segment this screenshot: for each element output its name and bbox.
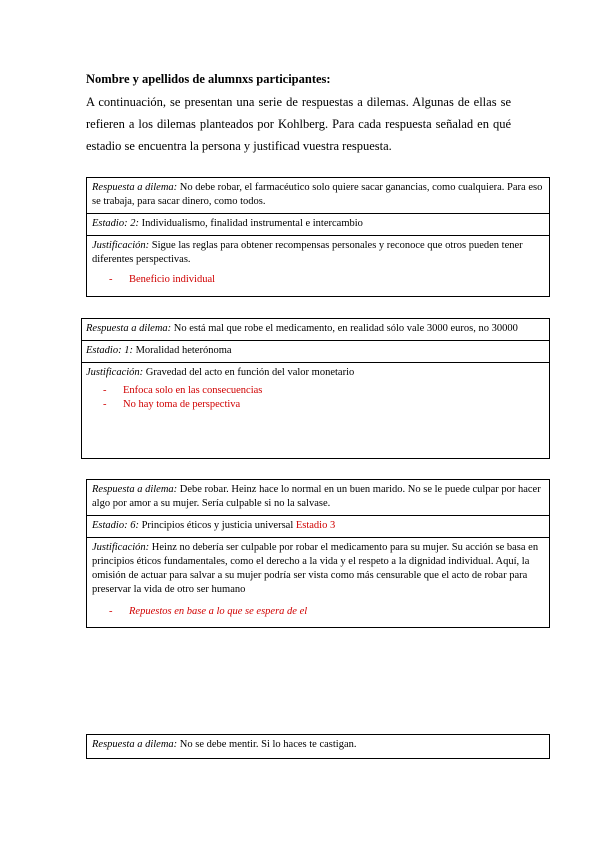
stage-text: Moralidad heterónoma bbox=[135, 345, 232, 356]
response-label: Respuesta a dilema: bbox=[92, 484, 178, 495]
justification-row bbox=[87, 236, 549, 291]
stage-label: Estadio: bbox=[92, 520, 128, 531]
stage-label: Estadio: bbox=[92, 218, 128, 229]
response-text: No se debe mentir. Si lo haces te castigan. bbox=[179, 739, 357, 750]
annotation-bullet: - Enfoca solo en las consecuencias bbox=[103, 384, 545, 398]
stage-number: 1: bbox=[124, 345, 133, 356]
dilemma-box-3 bbox=[86, 479, 550, 628]
stage-text: Principios éticos y justicia universal bbox=[141, 520, 294, 531]
justification-text: Heinz no debería ser culpable por robar el medicamento para su mujer. Su acción se basa en principios éticos fundamentales, como el derecho a la vida y el respeto a la dignidad individual. Aquí, la omisión de actuar para salvar a su mujer podría ser vista como más censurable que el acto de robar para preservar la vida de otro ser humano bbox=[92, 542, 539, 595]
stage-annotation: Estadio 3 bbox=[295, 520, 336, 531]
response-label: Respuesta a dilema: bbox=[86, 323, 172, 334]
dilemma-box-2 bbox=[81, 318, 550, 459]
stage-text: Individualismo, finalidad instrumental e intercambio bbox=[141, 218, 363, 229]
response-text: No debe robar, el farmacéutico solo quiere sacar ganancias, como cualquiera. Para eso se trabaja, para sacar dinero, como todos. bbox=[92, 182, 543, 207]
stage-row bbox=[87, 516, 549, 538]
stage-row bbox=[87, 214, 549, 236]
stage-row bbox=[82, 341, 549, 363]
intro bbox=[86, 72, 511, 157]
justification-text: Gravedad del acto en función del valor monetario bbox=[145, 367, 355, 378]
response-text: Debe robar. Heinz hace lo normal en un buen marido. No se le puede culpar por hacer algo por amor a su mujer. Sería culpable si no la salvase. bbox=[92, 484, 541, 509]
stage-label: Estadio: bbox=[86, 345, 122, 356]
justification-label: Justificación: bbox=[92, 240, 150, 251]
justification-label: Justificación: bbox=[92, 542, 150, 553]
justification-row bbox=[87, 538, 549, 623]
instructions-text: A continuación, se presentan una serie de respuestas a dilemas. Algunas de ellas se refieren a los dilemas planteados por Kohlberg. Para cada respuesta señalad en qué estadio se encuentra la persona y justificad vuestra respuesta. bbox=[86, 95, 511, 153]
response-row bbox=[87, 178, 549, 214]
justification-text: Sigue las reglas para obtener recompensas personales y reconoce que otros pueden tener diferentes perspectivas. bbox=[92, 240, 523, 265]
response-row bbox=[87, 480, 549, 516]
dilemma-box-1 bbox=[86, 177, 550, 297]
stage-number: 6: bbox=[130, 520, 139, 531]
annotation-bullet: - No hay toma de perspectiva bbox=[103, 398, 545, 412]
justification-row bbox=[82, 363, 549, 416]
justification-label: Justificación: bbox=[86, 367, 144, 378]
response-label: Respuesta a dilema: bbox=[92, 182, 178, 193]
response-row bbox=[82, 319, 549, 341]
response-row bbox=[87, 735, 549, 756]
participants-heading: Nombre y apellidos de alumnxs participantes: bbox=[86, 72, 331, 86]
annotation-bullet: - Beneficio individual bbox=[109, 273, 545, 287]
response-text: No está mal que robe el medicamento, en realidad sólo vale 3000 euros, no 30000 bbox=[173, 323, 518, 334]
dilemma-box-4 bbox=[86, 734, 550, 759]
annotation-bullet: - Repuestos en base a lo que se espera de el bbox=[109, 605, 545, 619]
stage-number: 2: bbox=[130, 218, 139, 229]
response-label: Respuesta a dilema: bbox=[92, 739, 178, 750]
